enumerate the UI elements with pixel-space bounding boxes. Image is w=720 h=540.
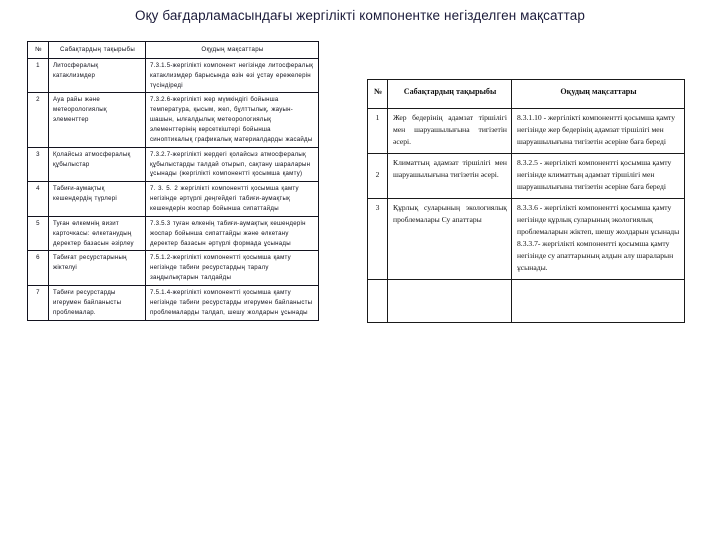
row-topic: Туған өлкемнің визит карточкасы: өлкетанудың деректер базасын әзірлеу	[49, 216, 146, 251]
left-curriculum-table	[27, 41, 319, 321]
right-header-goal: Оқудың мақсаттары	[512, 80, 685, 109]
table-row	[368, 108, 685, 153]
row-number: 6	[28, 251, 49, 286]
table-row	[28, 182, 319, 217]
table-row	[28, 93, 319, 147]
table-row	[28, 286, 319, 321]
table-row	[28, 216, 319, 251]
row-goal: 7.3.1.5-жергілікті компонент негізінде литосфералық катаклизмдер барысында өзін өзі ұстау ережелерін түсіндіреді	[146, 58, 319, 93]
row-number: 3	[368, 198, 388, 279]
row-topic: Литосфералық катаклизмдер	[49, 58, 146, 93]
row-topic: Ауа райы және метеорологиялық элементтер	[49, 93, 146, 147]
row-topic: Табиғи-аумақтық кешендердің түрлері	[49, 182, 146, 217]
table-row	[368, 198, 685, 279]
row-goal: 7.5.1.2-жергілікті компонентті қосымша қамту негізінде табиғи ресурстардың таралу заңдылықтарын талдайды	[146, 251, 319, 286]
right-curriculum-table	[367, 79, 685, 323]
row-number: 1	[368, 108, 388, 153]
row-topic-empty	[388, 279, 512, 322]
row-number-empty	[368, 279, 388, 322]
row-topic: Құрлық суларының экологиялық проблемалары Су апаттары	[388, 198, 512, 279]
row-goal: 7.5.1.4-жергілікті компонентті қосымша қамту негізінде табиғи ресурстарды игерумен байланысты проблемаларды талдап, шешу жолдарын ұсынады	[146, 286, 319, 321]
table-row	[28, 251, 319, 286]
right-header-topic: Сабақтардың тақырыбы	[388, 80, 512, 109]
row-topic: Климаттың адамзат тіршілігі мен шаруашылығына тигізетін әсері.	[388, 153, 512, 198]
row-goal: 8.3.1.10 - жергілікті компонентті қосымша қамту негізінде жер бедерінің адамзат тіршілігі мен шаруашылығына тигізетін әсеріне баға береді	[512, 108, 685, 153]
table-row	[28, 147, 319, 182]
table-header-row	[368, 80, 685, 109]
row-number: 1	[28, 58, 49, 93]
row-goal: 8.3.2.5 - жергілікті компонентті қосымша қамту негізінде климаттың адамзат тіршілігі мен шаруашылығына тигізетін әсеріне баға береді	[512, 153, 685, 198]
left-header-topic: Сабақтардың тақырыбы	[49, 42, 146, 59]
row-goal: 7.3.2.6-жергілікті жер мүмкіндігі бойынша температура, қысым, жел, бұлттылық, жауын-шашын, ылғалдылық метеорологиялық элементтерінің көрсеткіштері бойынша синоптикалық графикалық материалдарды жасайды	[146, 93, 319, 147]
row-goal-empty	[512, 279, 685, 322]
row-number: 3	[28, 147, 49, 182]
row-number: 5	[28, 216, 49, 251]
row-goal: 7.3.2.7-жергілікті жердегі қолайсыз атмосфералық құбылыстарды талдай отырып, сақтану шараларын ұсынады (жергілікті компонентті қосымша қамту)	[146, 147, 319, 182]
row-number: 4	[28, 182, 49, 217]
table-row	[28, 58, 319, 93]
row-goal: 7. 3. 5. 2 жергілікті компонентті қосымша қамту негізінде әртүрлі деңгейдегі табиғи-аумақтық кешендерін жоспар бойынша сипаттайды	[146, 182, 319, 217]
row-goal: 8.3.3.6 - жергілікті компонентті қосымша қамту негізінде құрлық суларының экологиялық проблемаларын жіктеп, шешу жолдарын ұсынады 8.3.3.7- жергілікті компонентті қосымша қамту негізінде су апаттарының алдын алу шараларын ұсынады.	[512, 198, 685, 279]
table-row	[368, 153, 685, 198]
left-header-goal: Оқудың мақсаттары	[146, 42, 319, 59]
row-number: 2	[368, 153, 388, 198]
left-header-number: №	[28, 42, 49, 59]
row-topic: Табиғи ресурстарды игерумен байланысты проблемалар.	[49, 286, 146, 321]
row-number: 2	[28, 93, 49, 147]
row-topic: Табиғат ресурстарының жіктелуі	[49, 251, 146, 286]
row-goal: 7.3.5.3 туған өлкенің табиғи-аумақтық кешендерін жоспар бойынша сипаттайды және өлкетану деректер базасын әртүрлі формада ұсынады	[146, 216, 319, 251]
page-title: Оқу бағдарламасындағы жергілікті компонентке негізделген мақсаттар	[135, 8, 585, 23]
row-topic: Қолайсыз атмосфералық құбылыстар	[49, 147, 146, 182]
row-topic: Жер бедерінің адамзат тіршілігі мен шаруашылығына тигізетін әсері.	[388, 108, 512, 153]
table-header-row	[28, 42, 319, 59]
right-header-number: №	[368, 80, 388, 109]
row-number: 7	[28, 286, 49, 321]
table-row-empty	[368, 279, 685, 322]
